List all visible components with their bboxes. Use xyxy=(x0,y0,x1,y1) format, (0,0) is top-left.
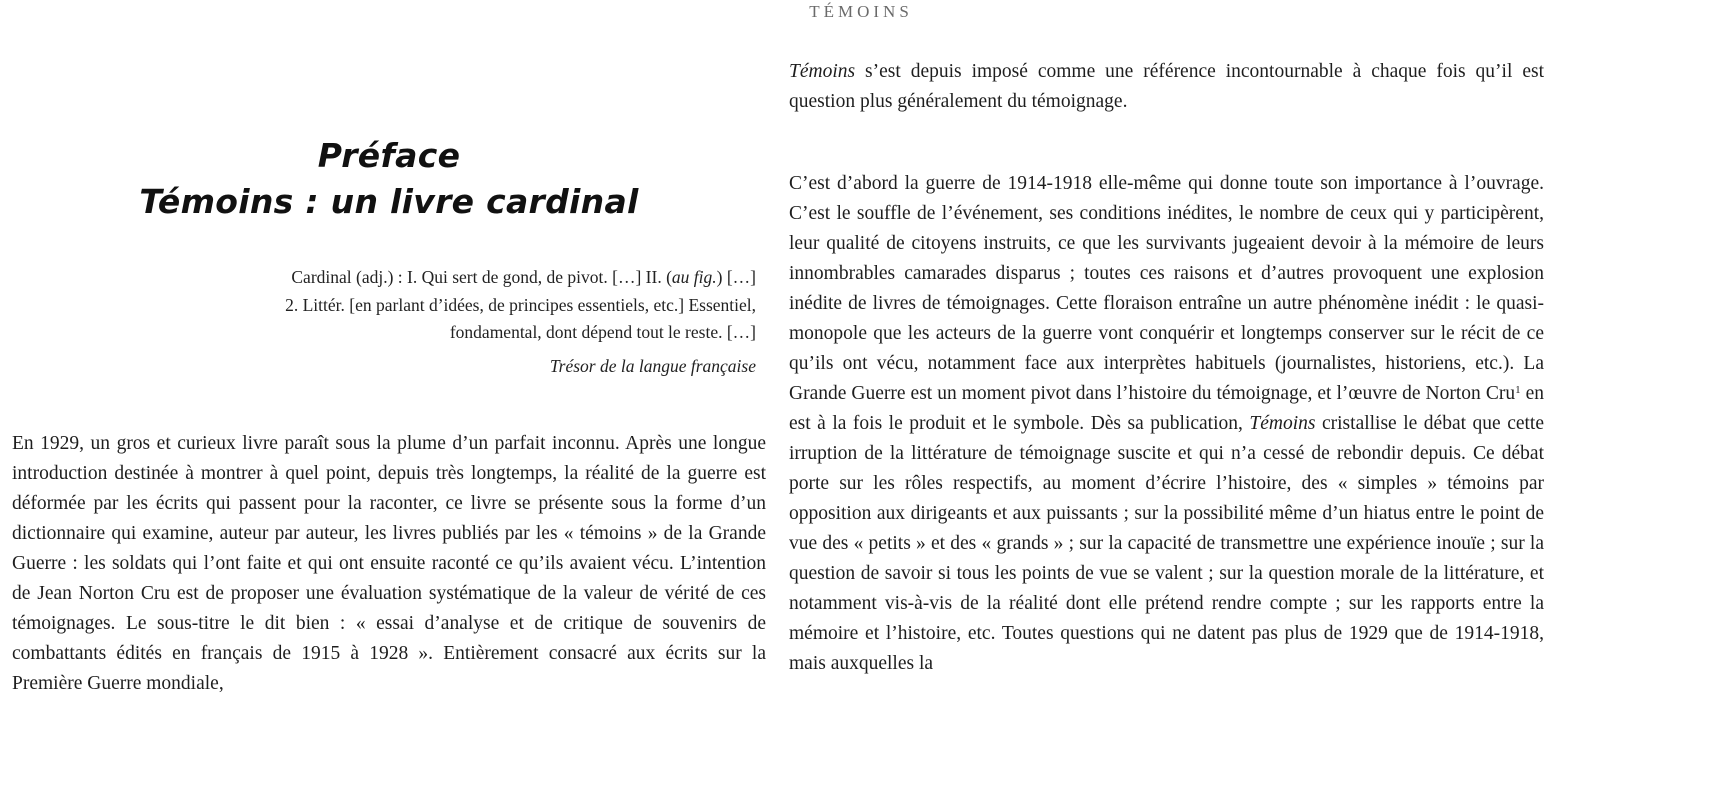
right-paragraph-2-part3: cristallise le débat que cette irruption de la littérature de témoignage suscite et qui n’a cessé de rebondir depuis. Ce débat porte sur les rôles respectifs, au moment d’écrire l’histoire, des « simples » témoins par opposition aux dirigeants et aux puissants ; sur la possibilité même d’un hiatus entre le point de vue des « petits » et des « grands » ; sur la capacité de transmettre une expérience inouïe ; sur la question de savoir si tous les points de vue se valent ; sur la question morale de la littérature, et notamment vis-à-vis de la réalité dont elle prétend rendre compte ; sur les rapports entre la mémoire et l’histoire, etc. Toutes questions qui ne datent pas plus de 1929 que de 1914-1918, mais auxquelles la xyxy=(789,413,1544,674)
epigraph-line2: 2. Littér. [en parlant d’idées, de principes essentiels, etc.] Essentiel, xyxy=(285,294,756,315)
epigraph xyxy=(12,264,756,380)
footnote-marker[interactable]: 1 xyxy=(1515,384,1521,396)
right-paragraph-2-part2: en est à la fois le produit et le symbole. Dès sa publication, xyxy=(789,383,1545,434)
epigraph-line3: fondamental, dont dépend tout le reste. […] xyxy=(449,322,756,342)
right-paragraph-2-italic: Témoins xyxy=(1249,413,1316,434)
epigraph-line1-text-b: ) […] xyxy=(716,267,756,287)
epigraph-line1-italic: au fig. xyxy=(671,267,717,287)
right-paragraph-1 xyxy=(789,57,1544,117)
running-head: TÉMOINS xyxy=(809,2,913,21)
epigraph-line1-text-a: Cardinal (adj.) : I. Qui sert de gond, de pivot. […] II. ( xyxy=(291,267,672,287)
epigraph-source: Trésor de la langue française xyxy=(549,355,756,376)
right-paragraph-2-part1: C’est d’abord la guerre de 1914-1918 elle-même qui donne toute son importance à l’ouvrage. C’est le souffle de l’événement, ses conditions inédites, le nombre de ceux qui y participèrent, leur qualité de citoyens instruits, ce que les survivants jugeaient devoir à la mémoire de leurs innombrables camarades disparus ; toutes ces raisons et d’autres provoquent une explosion inédite de livres de témoignages. Cette floraison entraîne un autre phénomène inédit : le quasi-monopole que les acteurs de la guerre vont conquérir et longtemps conserver sur le récit de ce qu’ils ont vécu, notamment face aux interprètes habituels (journalistes, historiens, etc.). La Grande Guerre est un moment pivot dans l’histoire du témoignage, et l’œuvre de Norton Cru xyxy=(789,173,1544,404)
right-paragraph-1-text: s’est depuis imposé comme une référence incontournable à chaque fois qu’il est question plus généralement du témoignage. xyxy=(789,61,1544,112)
preface-title xyxy=(12,133,766,225)
epigraph-line1 xyxy=(12,264,756,292)
right-paragraph-2 xyxy=(789,169,1544,679)
right-paragraph-1-italic: Témoins xyxy=(789,61,856,82)
preface-title-line1: Préface xyxy=(317,136,461,175)
preface-title-line2: Témoins : un livre cardinal xyxy=(139,182,639,221)
left-paragraph: En 1929, un gros et curieux livre paraît sous la plume d’un parfait inconnu. Après une longue introduction destinée à montrer à quel point, depuis très longtemps, la réalité de la guerre est déformée par les écrits qui passent pour la raconter, ce livre se présente sous la forme d’un dictionnaire qui examine, auteur par auteur, les livres publiés par les « témoins » de la Grande Guerre : les soldats qui l’ont faite et qui ont ensuite raconté ce qu’ils avaient vécu. L’intention de Jean Norton Cru est de proposer une évaluation systématique de la valeur de vérité de ces témoignages. Le sous-titre le dit bien : « essai d’analyse et de critique de souvenirs de combattants édités en français de 1915 à 1928 ». Entièrement consacré aux écrits sur la Première Guerre mondiale, xyxy=(12,433,766,694)
